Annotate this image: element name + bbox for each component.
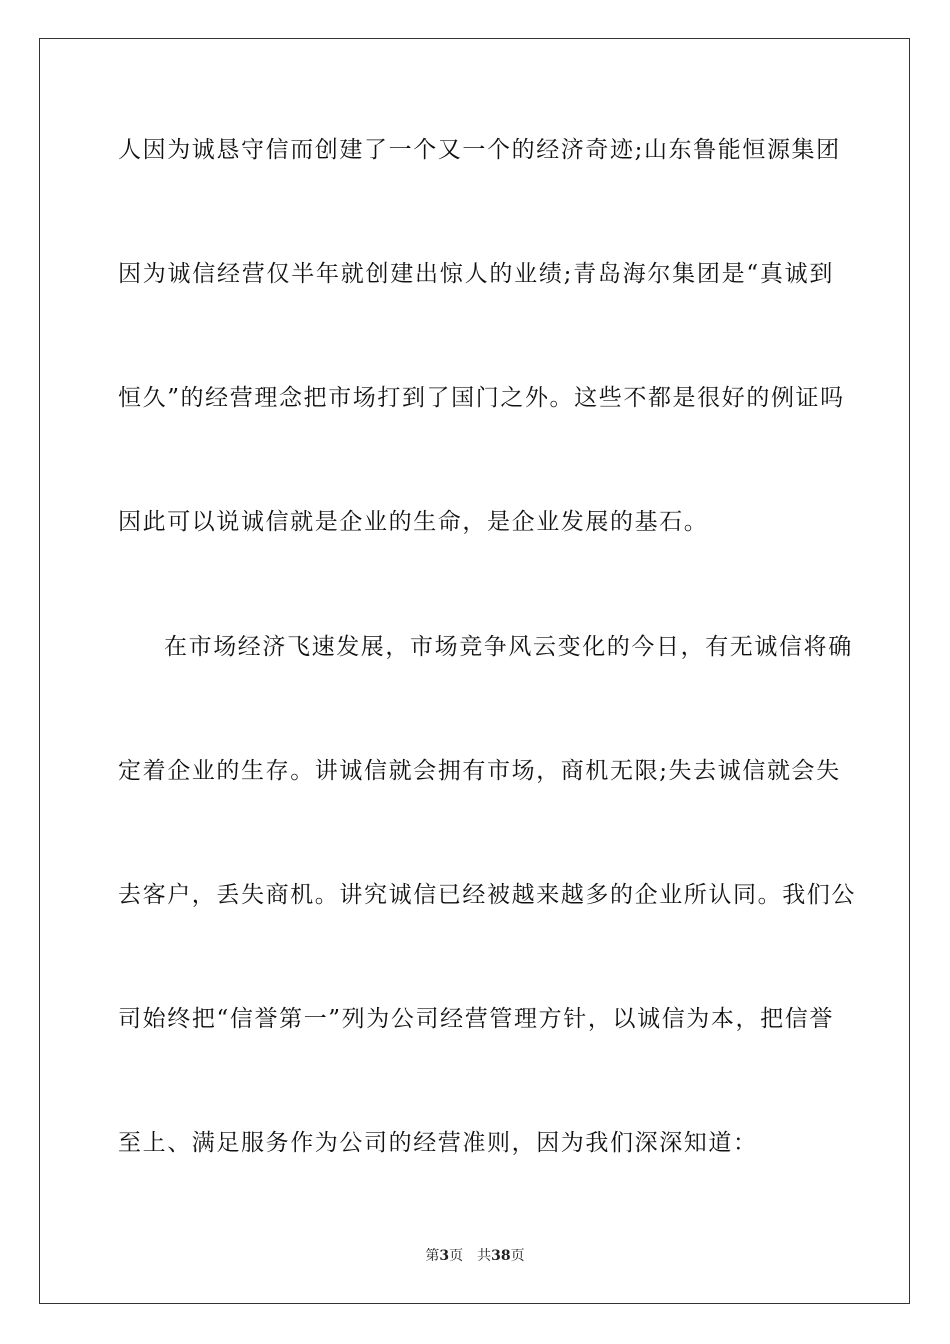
text-line: 去客户，丢失商机。讲究诚信已经被越来越多的企业所认同。我们公: [118, 882, 856, 908]
text-line: 司始终把“信誉第一”列为公司经营管理方针，以诚信为本，把信誉: [118, 1006, 834, 1032]
text-line: 因为诚信经营仅半年就创建出惊人的业绩;青岛海尔集团是“真诚到: [118, 261, 834, 287]
total-suffix: 页: [510, 1248, 525, 1264]
text-line: 人因为诚恳守信而创建了一个又一个的经济奇迹;山东鲁能恒源集团: [118, 137, 841, 163]
text-line: 恒久”的经营理念把市场打到了国门之外。这些不都是很好的例证吗: [118, 385, 845, 411]
total-prefix: 共: [477, 1248, 492, 1264]
page-border: [39, 38, 910, 1304]
paragraph-first-line: 在市场经济飞速发展，市场竞争风云变化的今日，有无诚信将确: [164, 634, 853, 660]
text-line: 至上、满足服务作为公司的经营准则，因为我们深深知道：: [118, 1130, 758, 1156]
page-number: 3: [439, 1248, 450, 1264]
page-footer: [0, 1247, 950, 1265]
text-line: 因此可以说诚信就是企业的生命，是企业发展的基石。: [118, 509, 709, 535]
page-prefix: 第: [425, 1248, 440, 1264]
text-line: 定着企业的生存。讲诚信就会拥有市场，商机无限;失去诚信就会失: [118, 758, 841, 784]
page-suffix: 页: [449, 1248, 464, 1264]
total-pages: 38: [491, 1248, 511, 1264]
